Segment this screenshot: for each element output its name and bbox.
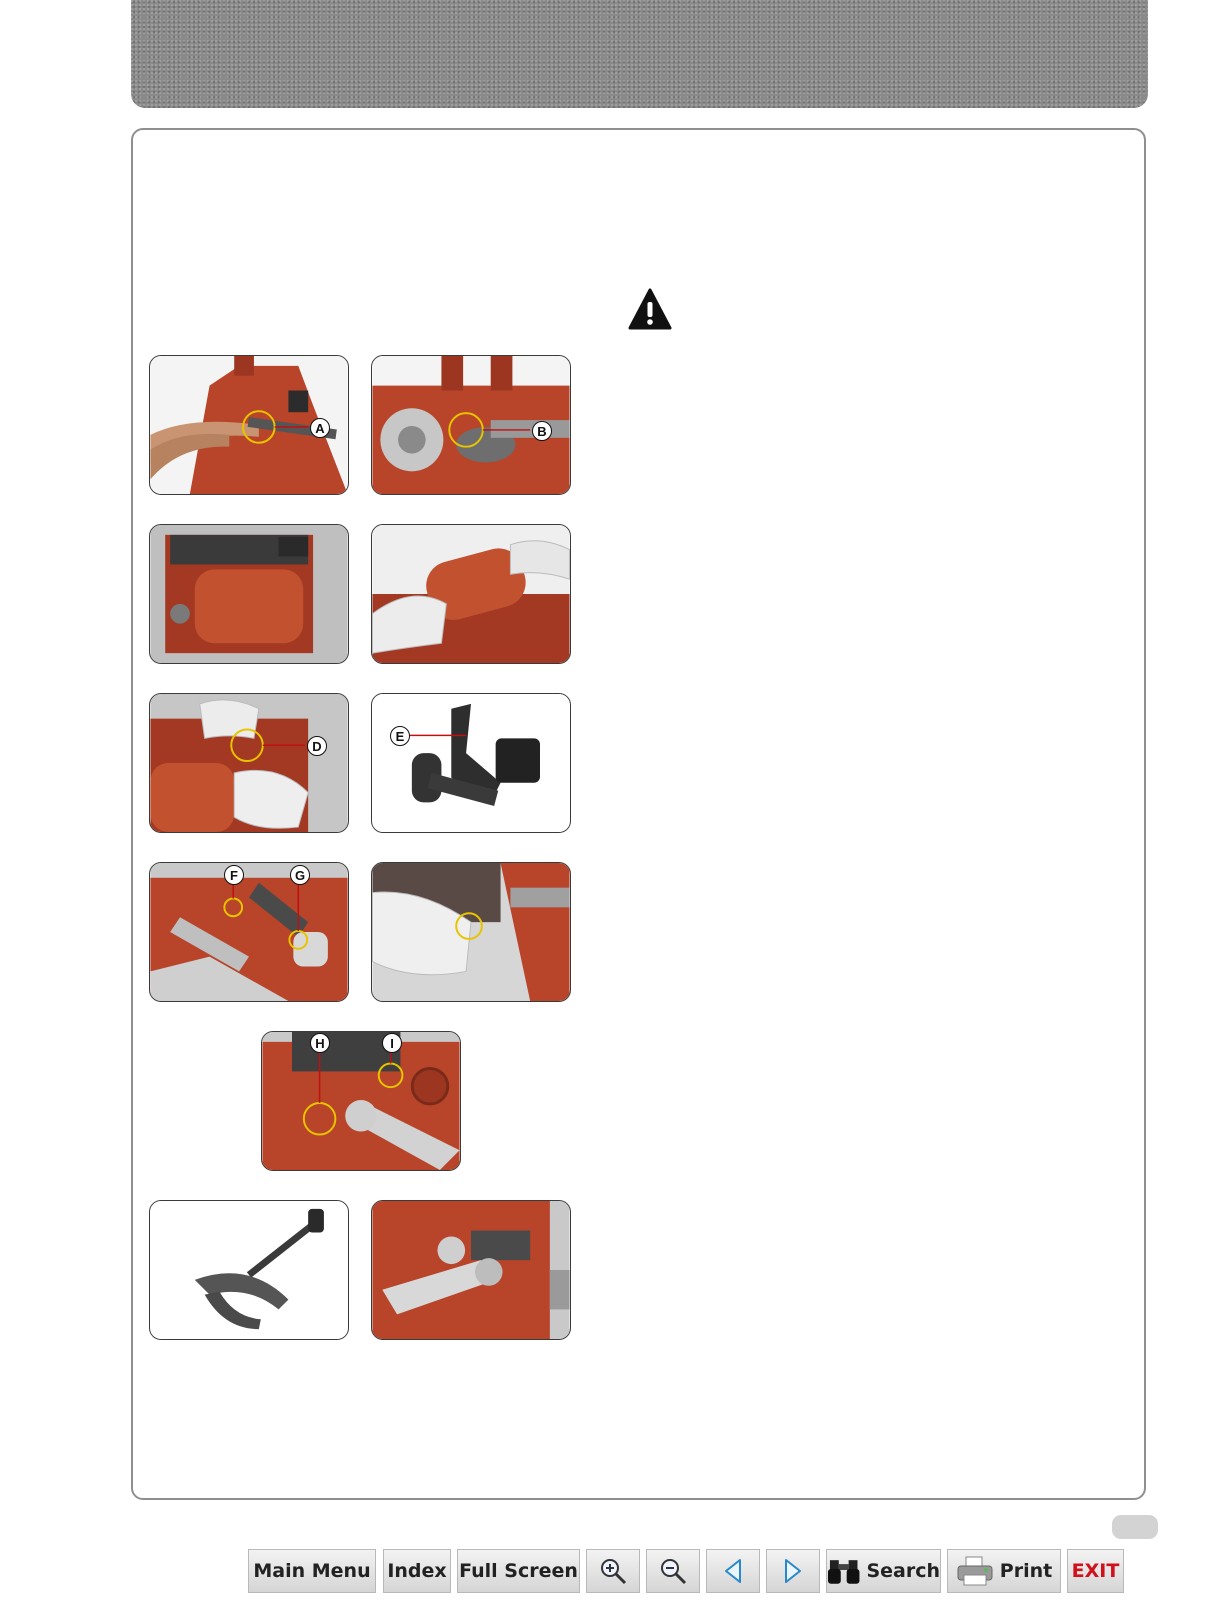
photo-lever-bracket	[371, 693, 571, 833]
index-label: Index	[387, 1560, 447, 1582]
index-button[interactable]	[383, 1549, 451, 1593]
previous-page-button[interactable]	[706, 1549, 760, 1593]
callout-label: D	[307, 736, 327, 756]
callout-label: E	[390, 726, 410, 746]
page-number-tab	[1112, 1515, 1158, 1539]
callout-label: B	[532, 421, 552, 441]
next-page-button[interactable]	[766, 1549, 820, 1593]
exit-label: EXIT	[1071, 1560, 1120, 1582]
photo-shift-forks	[149, 862, 349, 1002]
search-label: Search	[866, 1560, 940, 1582]
binoculars-icon	[827, 1556, 860, 1586]
header-band	[131, 0, 1148, 108]
photo-gloved-hand-fork	[371, 862, 571, 1002]
photo-open-housing	[149, 524, 349, 664]
photo-assembled-housing	[371, 1200, 571, 1340]
zoom-out-button[interactable]	[646, 1549, 700, 1593]
callout-label: A	[310, 418, 330, 438]
photo-housing-top-bolt	[371, 355, 571, 495]
full-screen-label: Full Screen	[459, 1560, 578, 1582]
warning-icon	[628, 288, 672, 330]
photo-housing-plugs	[261, 1031, 461, 1171]
print-button[interactable]	[947, 1549, 1061, 1593]
navigation-toolbar	[0, 1549, 1224, 1593]
zoom-in-button[interactable]	[586, 1549, 640, 1593]
print-label: Print	[999, 1560, 1053, 1582]
photo-lever-pin	[149, 693, 349, 833]
photo-shift-housing-bolt	[149, 355, 349, 495]
exit-button[interactable]	[1067, 1549, 1124, 1593]
photo-shift-fork-part	[149, 1200, 349, 1340]
search-button[interactable]	[826, 1549, 941, 1593]
full-screen-button[interactable]	[457, 1549, 580, 1593]
callout-label: I	[382, 1033, 402, 1053]
main-menu-label: Main Menu	[253, 1560, 371, 1582]
callout-label: H	[310, 1033, 330, 1053]
main-menu-button[interactable]	[248, 1549, 376, 1593]
zoom-out-icon	[658, 1556, 688, 1586]
printer-icon	[956, 1555, 994, 1587]
callout-label: G	[290, 865, 310, 885]
zoom-in-icon	[598, 1556, 628, 1586]
callout-label: F	[224, 865, 244, 885]
photo-remove-cylinder	[371, 524, 571, 664]
next-page-icon	[782, 1557, 804, 1585]
previous-page-icon	[722, 1557, 744, 1585]
